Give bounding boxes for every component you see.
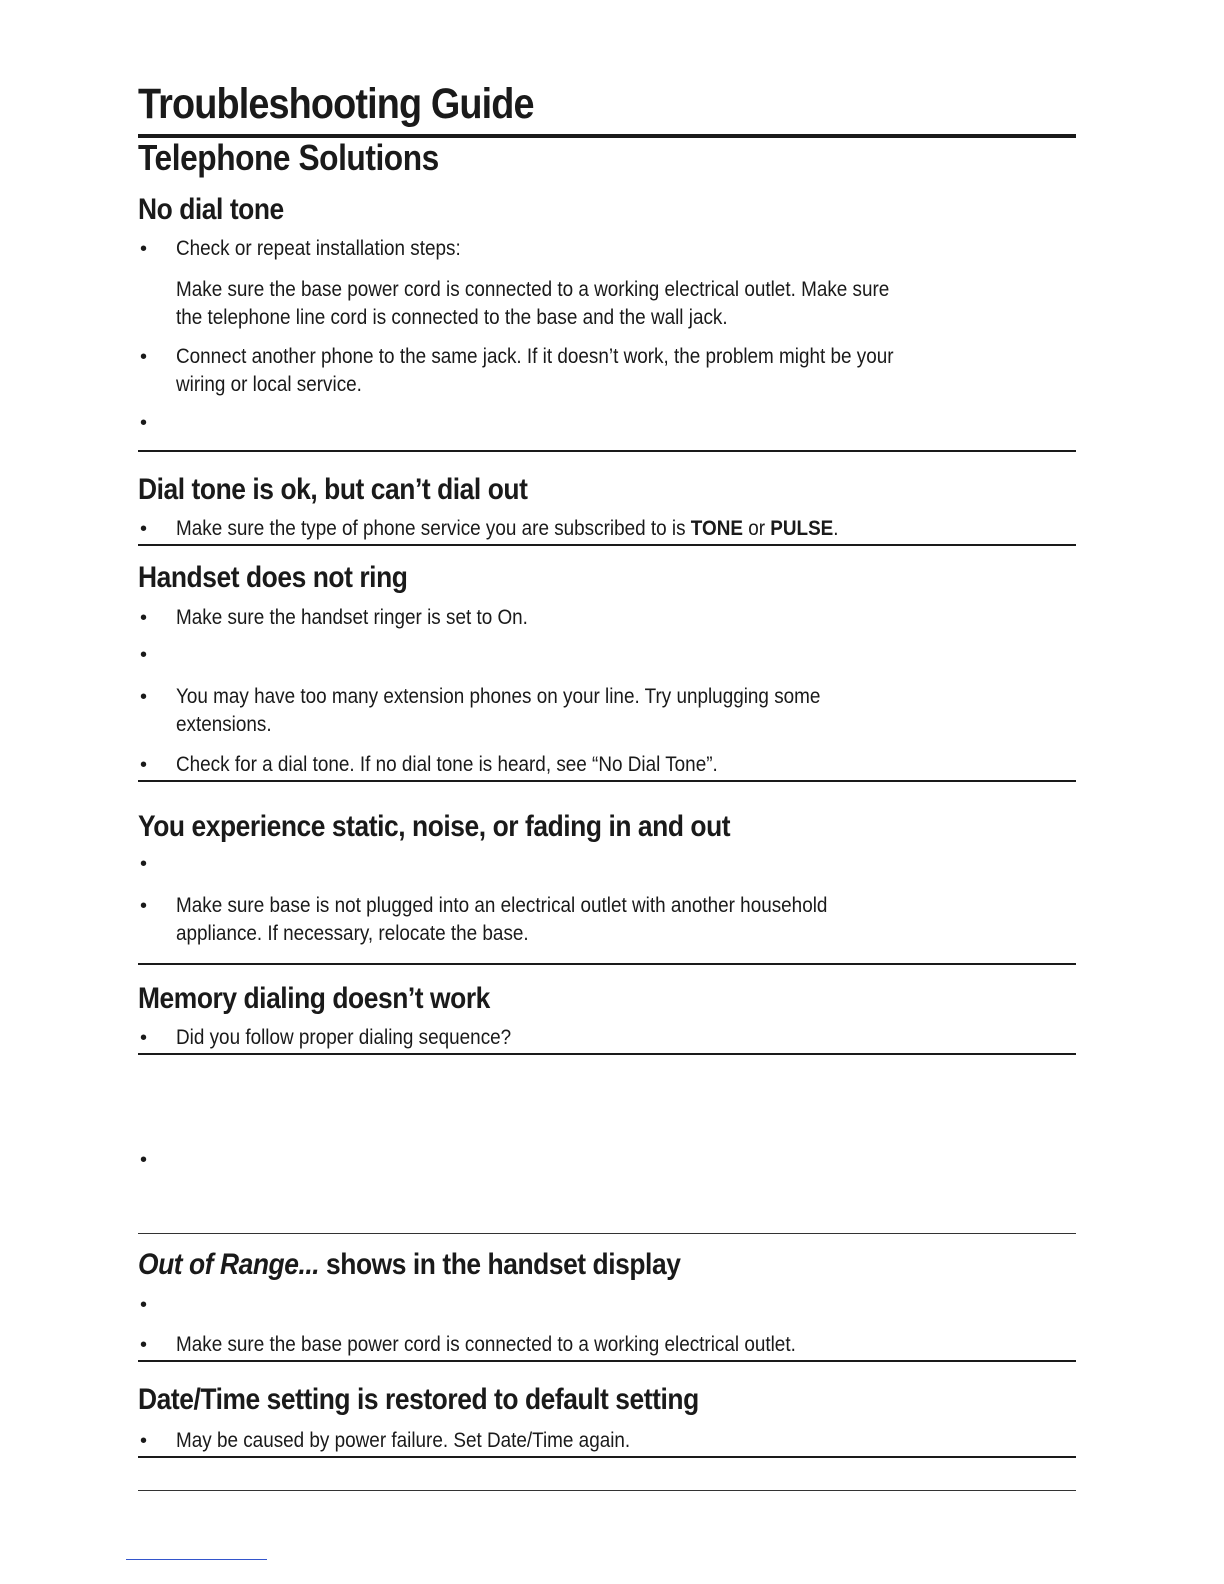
section-divider [138, 1053, 1076, 1055]
page-subtitle: Telephone Solutions [138, 137, 439, 178]
section-heading-no-dial-tone: No dial tone [138, 193, 284, 226]
bullet: • [140, 238, 148, 260]
out-of-range-label: Out of Range... [138, 1248, 320, 1281]
bullet: • [140, 1430, 148, 1452]
no-dial-tone-item-2-line-1: Connect another phone to the same jack. If it doesn’t work, the problem might be your [176, 345, 894, 368]
section-heading-date-time: Date/Time setting is restored to default setting [138, 1383, 699, 1416]
section-divider [138, 1456, 1076, 1458]
section-divider [138, 450, 1076, 452]
bullet: • [140, 1027, 148, 1049]
page-title: Troubleshooting Guide [138, 80, 534, 128]
cant-dial-out-text: Make sure the type of phone service you are subscribed to is [176, 517, 691, 540]
tone-keyword: TONE [690, 517, 743, 540]
bullet: • [140, 1334, 148, 1356]
no-ring-item-3-line-1: You may have too many extension phones on your line. Try unplugging some [176, 685, 821, 708]
bullet: • [140, 754, 148, 776]
period: . [833, 517, 839, 540]
no-dial-tone-item-1: Check or repeat installation steps: [176, 237, 461, 260]
section-divider [138, 1360, 1076, 1362]
no-ring-item-3-line-2: extensions. [176, 713, 272, 736]
bullet: • [140, 1294, 148, 1316]
pulse-keyword: PULSE [770, 517, 834, 540]
section-divider [138, 780, 1076, 782]
out-of-range-heading-rest: shows in the handset display [319, 1248, 681, 1281]
section-divider [138, 963, 1076, 965]
section-divider [138, 1233, 1076, 1234]
bullet: • [140, 607, 148, 629]
no-ring-item-1: Make sure the handset ringer is set to On. [176, 606, 528, 629]
no-dial-tone-item-2-line-2: wiring or local service. [176, 373, 362, 396]
or-text: or [742, 517, 771, 540]
no-dial-tone-detail-line-2: the telephone line cord is connected to the base and the wall jack. [176, 306, 728, 329]
bullet: • [140, 518, 148, 540]
bullet: • [140, 853, 148, 875]
out-of-range-item-2: Make sure the base power cord is connected to a working electrical outlet. [176, 1333, 796, 1356]
date-time-item-1: May be caused by power failure. Set Date/Time again. [176, 1429, 631, 1452]
section-heading-cant-dial-out: Dial tone is ok, but can’t dial out [138, 473, 528, 506]
bullet: • [140, 346, 148, 368]
bullet: • [140, 1149, 148, 1171]
cant-dial-out-item-1 [176, 515, 839, 543]
section-heading-out-of-range [138, 1248, 680, 1282]
section-heading-static: You experience static, noise, or fading in and out [138, 810, 731, 843]
no-ring-item-4: Check for a dial tone. If no dial tone is heard, see “No Dial Tone”. [176, 753, 718, 776]
no-dial-tone-detail-line-1: Make sure the base power cord is connected to a working electrical outlet. Make sure [176, 278, 890, 301]
static-item-2-line-2: appliance. If necessary, relocate the base. [176, 922, 529, 945]
section-divider [138, 544, 1076, 546]
static-item-2-line-1: Make sure base is not plugged into an electrical outlet with another household [176, 894, 828, 917]
bullet: • [140, 895, 148, 917]
memory-item-1: Did you follow proper dialing sequence? [176, 1026, 512, 1049]
section-heading-no-ring: Handset does not ring [138, 561, 408, 594]
section-heading-memory: Memory dialing doesn’t work [138, 982, 490, 1015]
bullet: • [140, 644, 148, 666]
bullet: • [140, 686, 148, 708]
footer-rule [138, 1490, 1076, 1491]
footer-link-underline [126, 1559, 267, 1560]
bullet: • [140, 412, 148, 434]
